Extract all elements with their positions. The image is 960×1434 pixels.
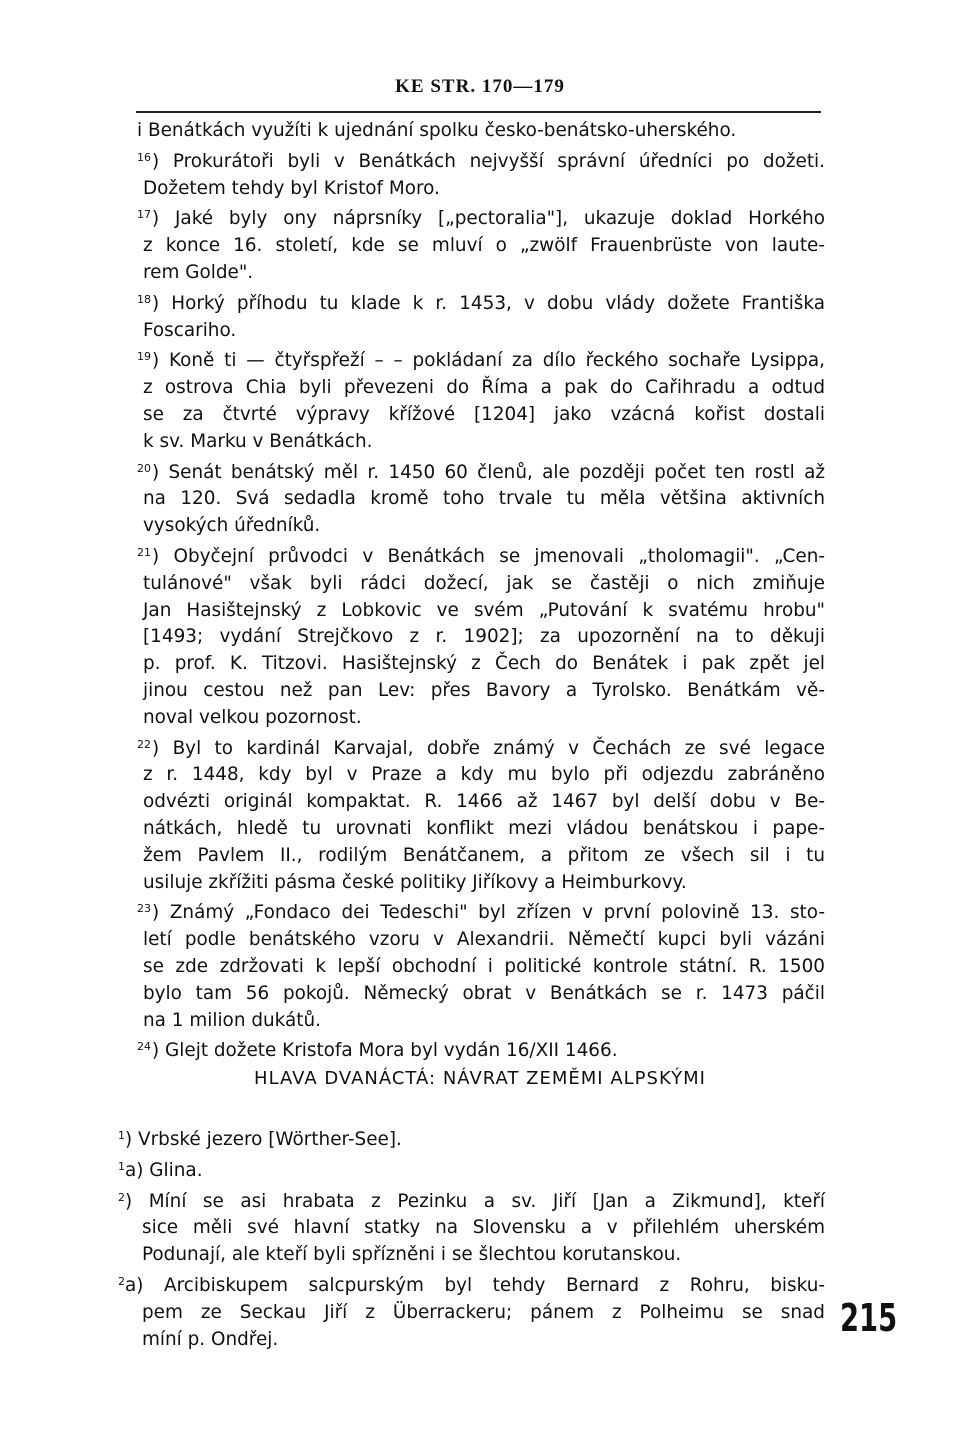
footnote-text: Horký příhodu tu klade k r. 1453, v dobu vlády dožete Františka xyxy=(171,292,825,314)
footnote-line: $^{21}$) Obyčejní průvodci v Benátkách se jmenovali „tholomagii". „Cen- xyxy=(137,545,825,567)
footnote-text: se zde zdržovati k lepší obchodní i politické kontrole státní. R. 1500 xyxy=(143,955,825,977)
footnote-text: [1493; vydání Strejčkovo z r. 1902]; za upozornění na to děkuji xyxy=(143,626,825,648)
footnote-line xyxy=(137,927,825,954)
footnote-number: 21 xyxy=(137,545,151,559)
footnote-text: rem Golde". xyxy=(143,261,254,283)
footnote-text: Byl to kardinál Karvajal, dobře známý v Čechách ze své legace xyxy=(172,737,825,759)
footnote-line: $^{18}$) Horký příhodu tu klade k r. 1453, v dobu vlády dožete Františka xyxy=(137,292,825,314)
footnote xyxy=(137,1034,825,1065)
footnote-line: $^{17}$) Jaké byly ony náprsníky [„pectoralia"], ukazuje doklad Horkého xyxy=(137,208,825,230)
footnote-text: Známý „Fondaco dei Tedeschi" byl zřízen v první polovině 13. sto- xyxy=(169,902,825,924)
footnote-line xyxy=(137,260,825,287)
footnote xyxy=(118,1185,825,1269)
footnote-text: Foscariho. xyxy=(143,319,237,341)
footnote-number: 23 xyxy=(137,902,151,916)
chapter-heading: HLAVA DVANÁCTÁ: NÁVRAT ZEMĚMI ALPSKÝMI xyxy=(254,1068,706,1089)
footnote-text: k sv. Marku v Benátkách. xyxy=(143,430,373,452)
footnote-text: i Benátkách využíti k ujednání spolku česko-benátsko-uherského. xyxy=(137,120,737,141)
footnote-text: bylo tam 56 pokojů. Německý obrat v Benátkách se r. 1473 páčil xyxy=(143,982,825,1004)
footnote-text: Glejt dožete Kristofa Mora byl vydán 16/XII 1466. xyxy=(165,1040,618,1062)
footnote-text: Senát benátský měl r. 1450 60 členů, ale později počet ten rostl až xyxy=(168,461,825,483)
footnote xyxy=(118,1154,825,1185)
footnote-line xyxy=(137,486,825,513)
footnote-line xyxy=(118,1215,825,1242)
footnote-number: 2 xyxy=(118,1274,125,1288)
footnote-text: žem Pavlem II., rodilým Benátčanem, a přitom ze všech sil i tu xyxy=(143,844,825,866)
footnote-line xyxy=(137,816,825,843)
footnote-text: pem ze Seckau Jiří z Überrackeru; pánem z Polheimu se snad xyxy=(142,1301,825,1323)
footnote-line xyxy=(137,954,825,981)
footnote xyxy=(137,456,825,540)
footnote-text: Glina. xyxy=(149,1159,203,1181)
footnote-line xyxy=(137,981,825,1008)
footnote xyxy=(137,287,825,345)
footnote xyxy=(137,540,825,732)
endnotes-block xyxy=(137,118,825,1065)
footnote-number: 22 xyxy=(137,737,151,751)
footnote-text: Obyčejní průvodci v Benátkách se jmenovali „tholomagii". „Cen- xyxy=(173,545,825,567)
header-rule xyxy=(136,111,821,113)
footnote-text: tulánové" však byli rádci dožecí, jak se častěji o nich zmiňuje xyxy=(143,572,825,594)
footnote-number: 20 xyxy=(137,461,151,475)
footnote xyxy=(118,1269,825,1353)
footnote-text: usiluje zkřížiti pásma české politiky Jiříkovy a Heimburkovy. xyxy=(143,871,687,893)
footnote-line xyxy=(137,429,825,456)
footnote-text: Jaké byly ony náprsníky [„pectoralia"], ukazuje doklad Horkého xyxy=(175,208,825,230)
footnote-line: $^{23}$) Známý „Fondaco dei Tedeschi" byl zřízen v první polovině 13. sto- xyxy=(137,902,825,924)
footnote-text: sice měli své hlavní statky na Slovensku a v přilehlém uherském xyxy=(142,1217,825,1239)
footnote-text: vysokých úředníků. xyxy=(143,515,321,537)
footnote-text: z r. 1448, kdy byl v Praze a kdy mu bylo při odjezdu zabráněno xyxy=(143,764,825,786)
footnote-line: $^{22}$) Byl to kardinál Karvajal, dobře známý v Čechách ze své legace xyxy=(137,737,825,759)
footnote-number: 17 xyxy=(137,208,151,222)
footnote-line xyxy=(137,233,825,260)
footnote-text: z ostrova Chia byli převezeni do Říma a pak do Cařihradu a odtud xyxy=(143,377,825,399)
footnote-line xyxy=(137,762,825,789)
footnote-line: $^{20}$) Senát benátský měl r. 1450 60 členů, ale později počet ten rostl až xyxy=(137,461,825,483)
footnote-line: $^1$) Vrbské jezero [Wörther-See]. xyxy=(118,1129,402,1150)
footnote-line xyxy=(137,375,825,402)
footnote-text: Míní se asi hrabata z Pezinku a sv. Jiří [Jan a Zikmund], kteří xyxy=(148,1190,825,1212)
footnote-line xyxy=(137,1008,825,1035)
footnote-text: Koně ti — čtyřspřeží – – pokládaní za dílo řeckého sochaře Lysippa, xyxy=(168,350,825,372)
footnote-text: se za čtvrté výpravy křížové [1204] jako vzácná kořist dostali xyxy=(143,403,825,425)
footnote-number: 18 xyxy=(137,292,151,306)
footnote-line xyxy=(118,1242,825,1269)
footnote-text: míní p. Ondřej. xyxy=(142,1328,279,1350)
footnote-text: na 1 milion dukátů. xyxy=(143,1009,321,1031)
footnote-line xyxy=(118,1327,825,1354)
footnote-text: letí podle benátského vzoru v Alexandrii. Němečtí kupci byli vázáni xyxy=(143,929,825,951)
footnote-text: p. prof. K. Titzovi. Hasištejnský z Čech do Benátek i pak zpět jel xyxy=(143,653,825,675)
chapter-endnotes-block xyxy=(118,1123,825,1353)
footnote-text: nátkách, hledě tu urovnati konflikt mezi vládou benátskou i pape- xyxy=(143,817,825,839)
footnote-text: z konce 16. století, kde se mluví o „zwölf Frauenbrüste von laute- xyxy=(143,235,825,257)
footnote-number: 19 xyxy=(137,350,151,364)
footnote xyxy=(137,118,825,145)
footnote-number: 24 xyxy=(137,1040,151,1054)
footnote-text: Podunají, ale kteří byli spřízněni i se šlechtou korutanskou. xyxy=(142,1244,682,1266)
footnote xyxy=(118,1123,825,1154)
footnote-text: Vrbské jezero [Wörther-See]. xyxy=(138,1129,402,1150)
footnote xyxy=(137,344,825,455)
footnote-line: $^2$) Míní se asi hrabata z Pezinku a sv. Jiří [Jan a Zikmund], kteří xyxy=(118,1190,825,1212)
footnote-line xyxy=(137,651,825,678)
footnote-line xyxy=(118,1300,825,1327)
footnote xyxy=(137,732,825,897)
footnote-text: na 120. Svá sedadla kromě toho trvale tu měla většina aktivních xyxy=(143,488,825,510)
footnote-text: Jan Hasištejnský z Lobkovic ve svém „Putování k svatému hrobu" xyxy=(143,599,825,621)
footnote-number: 1 xyxy=(118,1129,125,1142)
footnote-line xyxy=(137,318,825,345)
footnote-line xyxy=(137,402,825,429)
footnote-line xyxy=(137,789,825,816)
page-number: 215 xyxy=(840,1296,898,1340)
footnote-line: $^1$a) Glina. xyxy=(118,1159,203,1181)
footnote-number: 1 xyxy=(118,1159,125,1173)
footnote-text: jinou cestou než pan Lev: přes Bavory a Tyrolsko. Benátkám vě- xyxy=(143,679,825,701)
footnote-text: odvézti originál kompaktat. R. 1466 až 1467 byl delší dobu v Be- xyxy=(143,791,825,813)
footnote-line: $^{24}$) Glejt dožete Kristofa Mora byl vydán 16/XII 1466. xyxy=(137,1040,618,1062)
footnote-number: 2 xyxy=(118,1190,125,1204)
footnote xyxy=(137,896,825,1034)
footnote-number: 16 xyxy=(137,150,151,164)
footnote-text: Dožetem tehdy byl Kristof Moro. xyxy=(143,177,440,199)
footnote-line xyxy=(137,870,825,897)
footnote xyxy=(137,202,825,286)
footnote-line: $^{16}$) Prokurátoři byli v Benátkách nejvyšší správní úředníci po dožeti. xyxy=(137,150,825,172)
footnote-line xyxy=(137,118,825,145)
footnote-line xyxy=(137,598,825,625)
footnote-line xyxy=(137,176,825,203)
footnote-text: Prokurátoři byli v Benátkách nejvyšší správní úředníci po dožeti. xyxy=(172,150,825,172)
footnote-line: $^{19}$) Koně ti — čtyřspřeží – – pokládaní za dílo řeckého sochaře Lysippa, xyxy=(137,350,825,372)
footnote-line xyxy=(137,705,825,732)
footnote-text: noval velkou pozornost. xyxy=(143,706,362,728)
footnote-line xyxy=(137,571,825,598)
footnote-line xyxy=(137,513,825,540)
footnote-line: $^2$a) Arcibiskupem salcpurským byl tehdy Bernard z Rohru, bisku- xyxy=(118,1274,825,1296)
footnote-line xyxy=(137,678,825,705)
running-header: KE STR. 170—179 xyxy=(395,76,565,97)
footnote-line xyxy=(137,624,825,651)
footnote-text: Arcibiskupem salcpurským byl tehdy Bernard z Rohru, bisku- xyxy=(164,1274,825,1296)
footnote-line xyxy=(137,843,825,870)
footnote xyxy=(137,145,825,203)
